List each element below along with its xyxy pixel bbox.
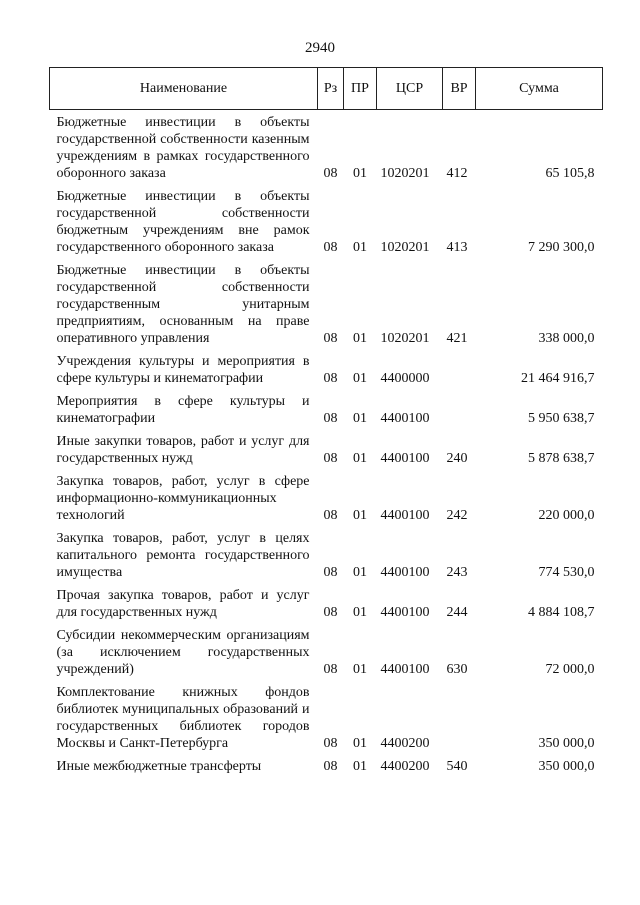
row-pr: 01 bbox=[353, 451, 367, 466]
row-sum: 72 000,0 bbox=[545, 662, 595, 677]
row-vr: 240 bbox=[446, 451, 468, 466]
row-csr: 4400100 bbox=[380, 451, 430, 466]
row-vr bbox=[443, 678, 476, 752]
row-vr bbox=[443, 347, 476, 387]
header-rz: Рз bbox=[318, 68, 344, 110]
row-vr: 421 bbox=[446, 331, 468, 346]
row-rz: 08 bbox=[323, 240, 338, 255]
row-name: Иные межбюджетные трансферты bbox=[56, 759, 262, 774]
row-rz: 08 bbox=[323, 565, 338, 580]
row-csr: 4400200 bbox=[380, 736, 430, 751]
header-csr: ЦСР bbox=[377, 68, 443, 110]
row-csr: 4400200 bbox=[380, 759, 430, 774]
row-name: Комплектование книжных фондов библиотек муниципальных образований и государственных библиотек городов Москвы и Санкт-Петербурга bbox=[56, 685, 310, 751]
row-name: Бюджетные инвестиции в объекты государственной собственности государственным унитарным предприятиям, основанным на праве оперативного управления bbox=[56, 263, 310, 346]
table-body bbox=[50, 110, 603, 776]
row-csr: 1020201 bbox=[380, 331, 430, 346]
table-row bbox=[50, 752, 603, 775]
row-sum: 220 000,0 bbox=[538, 508, 595, 523]
table-row bbox=[50, 467, 603, 524]
table-row bbox=[50, 387, 603, 427]
row-pr: 01 bbox=[353, 759, 367, 774]
row-name: Закупка товаров, работ, услуг в целях капитального ремонта государственного имущества bbox=[56, 531, 310, 580]
table-row bbox=[50, 347, 603, 387]
row-sum: 65 105,8 bbox=[545, 166, 595, 181]
row-vr bbox=[443, 387, 476, 427]
row-name: Прочая закупка товаров, работ и услуг для государственных нужд bbox=[56, 588, 310, 620]
row-rz: 08 bbox=[323, 331, 338, 346]
row-csr: 1020201 bbox=[380, 166, 430, 181]
row-name: Бюджетные инвестиции в объекты государственной собственности бюджетным учреждениям вне рамок государственного оборонного заказа bbox=[56, 189, 310, 255]
row-name: Бюджетные инвестиции в объекты государственной собственности казенным учреждениям в рамках государственного оборонного заказа bbox=[56, 115, 310, 181]
row-rz: 08 bbox=[323, 662, 338, 677]
header-pr: ПР bbox=[344, 68, 377, 110]
row-rz: 08 bbox=[323, 736, 338, 751]
row-name: Мероприятия в сфере культуры и кинематографии bbox=[56, 394, 310, 426]
row-sum: 774 530,0 bbox=[538, 565, 595, 580]
table-row bbox=[50, 182, 603, 256]
row-rz: 08 bbox=[323, 411, 338, 426]
row-rz: 08 bbox=[323, 451, 338, 466]
row-rz: 08 bbox=[323, 166, 338, 181]
header-vr: ВР bbox=[443, 68, 476, 110]
row-sum: 4 884 108,7 bbox=[528, 605, 595, 620]
row-name: Субсидии некоммерческим организациям (за исключением государственных учреждений) bbox=[56, 628, 310, 677]
row-name: Учреждения культуры и мероприятия в сфере культуры и кинематографии bbox=[56, 354, 310, 386]
table-row bbox=[50, 678, 603, 752]
row-pr: 01 bbox=[353, 565, 367, 580]
table-row bbox=[50, 256, 603, 347]
row-pr: 01 bbox=[353, 605, 367, 620]
row-rz: 08 bbox=[323, 371, 338, 386]
row-sum: 350 000,0 bbox=[538, 736, 595, 751]
table-row bbox=[50, 427, 603, 467]
row-rz: 08 bbox=[323, 759, 338, 774]
row-vr: 412 bbox=[446, 166, 468, 181]
budget-table bbox=[49, 67, 603, 775]
row-rz: 08 bbox=[323, 508, 338, 523]
table-row bbox=[50, 524, 603, 581]
row-vr: 413 bbox=[446, 240, 468, 255]
row-pr: 01 bbox=[353, 166, 367, 181]
row-name: Иные закупки товаров, работ и услуг для государственных нужд bbox=[56, 434, 310, 466]
table-row bbox=[50, 581, 603, 621]
row-vr: 243 bbox=[446, 565, 468, 580]
row-pr: 01 bbox=[353, 371, 367, 386]
row-vr: 244 bbox=[446, 605, 468, 620]
row-sum: 5 950 638,7 bbox=[528, 411, 595, 426]
row-csr: 4400000 bbox=[380, 371, 430, 386]
header-sum: Сумма bbox=[476, 68, 603, 110]
row-sum: 7 290 300,0 bbox=[528, 240, 595, 255]
row-pr: 01 bbox=[353, 411, 367, 426]
row-sum: 338 000,0 bbox=[538, 331, 595, 346]
row-vr: 242 bbox=[446, 508, 468, 523]
row-pr: 01 bbox=[353, 736, 367, 751]
row-pr: 01 bbox=[353, 331, 367, 346]
row-csr: 4400100 bbox=[380, 565, 430, 580]
row-csr: 4400100 bbox=[380, 411, 430, 426]
row-rz: 08 bbox=[323, 605, 338, 620]
row-csr: 4400100 bbox=[380, 605, 430, 620]
row-name: Закупка товаров, работ, услуг в сфере информационно-коммуникационных технологий bbox=[56, 474, 310, 523]
row-sum: 5 878 638,7 bbox=[528, 451, 595, 466]
row-sum: 21 464 916,7 bbox=[521, 371, 595, 386]
row-pr: 01 bbox=[353, 508, 367, 523]
row-csr: 1020201 bbox=[380, 240, 430, 255]
table-header-row bbox=[50, 68, 603, 110]
row-csr: 4400100 bbox=[380, 662, 430, 677]
table-row bbox=[50, 621, 603, 678]
row-csr: 4400100 bbox=[380, 508, 430, 523]
table-row bbox=[50, 110, 603, 183]
row-vr: 630 bbox=[446, 662, 468, 677]
page-number: 2940 bbox=[305, 40, 335, 56]
header-name: Наименование bbox=[50, 68, 318, 110]
row-sum: 350 000,0 bbox=[538, 759, 595, 774]
row-pr: 01 bbox=[353, 662, 367, 677]
row-pr: 01 bbox=[353, 240, 367, 255]
row-vr: 540 bbox=[446, 759, 468, 774]
